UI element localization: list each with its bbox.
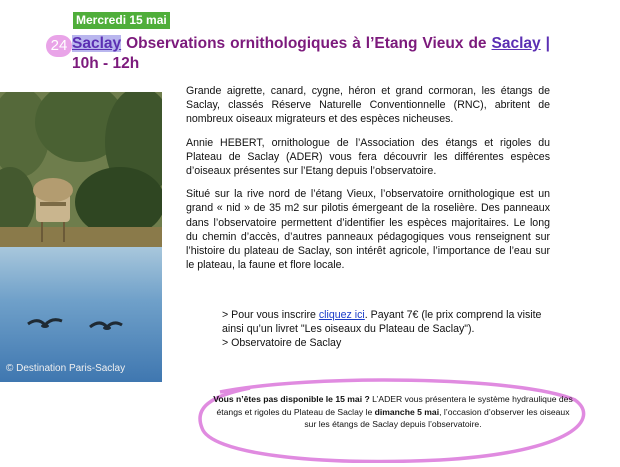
separator: | — [545, 35, 550, 52]
observatory-photo — [0, 92, 162, 382]
registration-line — [222, 308, 558, 336]
observatory-link[interactable]: > Observatoire de Saclay — [222, 337, 342, 350]
flying-birds-illustration — [0, 247, 162, 382]
event-description — [186, 84, 550, 281]
note-text-2: , l’occasion d’observer les oiseaux sur les étangs de Saclay depuis l’observatoire. — [304, 406, 570, 430]
water — [0, 247, 162, 382]
register-link[interactable]: cliquez ici — [318, 309, 365, 321]
photo-credit: © Destination Paris-Saclay — [6, 363, 126, 374]
note-question: Vous n’êtes pas disponible le 15 mai ? — [213, 394, 370, 404]
paragraph-observatory: Situé sur la rive nord de l’étang Vieux, l’observatoire ornithologique est un grand « nid » de 35 m2 sur pilotis émergeant de la roselière. Des panneaux dans l’observatoire permettent d’identifier les espèces majoritaires. Le long du chemin d’accès, d’autres panneaux pédagogiques vous renseignent sur l’histoire du plateau de Saclay, son intérêt agricole, l’importance de l’eau sur le plateau, la faune et flore locale. — [186, 188, 550, 272]
registration-prefix: > Pour vous inscrire — [222, 309, 319, 321]
event-title — [72, 34, 550, 74]
trees-and-observatory-illustration — [0, 92, 162, 252]
title-text: Observations ornithologiques à l’Etang Vieux de — [126, 35, 487, 52]
event-number-badge: 24 — [46, 35, 72, 57]
paragraph-guide: Annie HEBERT, ornithologue de l’Association des étangs et rigoles du Plateau de Saclay (ADER) vous fera découvrir les différentes espèces d’oiseaux présentes sur l’Etang depuis l’observatoire. — [186, 136, 550, 178]
location-link-continued[interactable]: Saclay — [491, 35, 541, 52]
location-link[interactable]: Saclay — [72, 35, 122, 52]
note-text-1: L’ADER vous présentera le système hydraulique des étangs et rigoles du Plateau de Saclay le — [216, 394, 573, 417]
date-badge: Mercredi 15 mai — [73, 12, 170, 29]
paragraph-birds: Grande aigrette, canard, cygne, héron et grand cormoran, les étangs de Saclay, classés Réserve Naturelle Conventionnelle (RNC), abritent de nombreux oiseaux migrateurs et des espèces nicheuses. — [186, 85, 550, 126]
registration-suffix: . Payant 7€ (le prix comprend la visite ainsi qu’un livret "Les oiseaux du Plateau de Saclay"). — [222, 309, 542, 336]
event-time: 10h - 12h — [72, 55, 140, 72]
note-alt-date: dimanche 5 mai — [374, 406, 440, 417]
registration-links — [222, 308, 558, 351]
alternative-date-note — [210, 393, 576, 431]
